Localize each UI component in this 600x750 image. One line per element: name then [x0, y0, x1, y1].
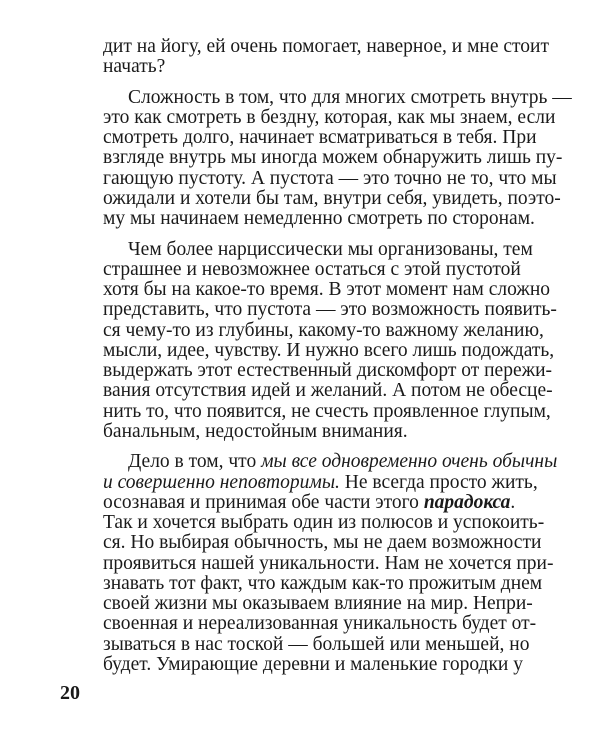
text-line: [103, 491, 516, 513]
text-span: Не всегда просто жить,: [339, 471, 538, 493]
text-line: гающую пустоту. А пустота — это точно не то, что мы: [103, 167, 557, 189]
text-line: зываться в нас тоской — большей или меньшей, но: [103, 633, 530, 655]
text-line: смотреть долго, начинает всматриваться в тебя. При: [103, 127, 537, 149]
text-line: Так и хочется выбрать один из полюсов и успокоить-: [103, 512, 545, 534]
text-line: выдержать этот естественный дискомфорт от пережи-: [103, 360, 553, 382]
text-line: это как смотреть в бездну, которая, как мы знаем, если: [103, 106, 556, 128]
text-line: му мы начинаем немедленно смотреть по сторонам.: [103, 208, 535, 230]
text-line: начать?: [103, 56, 166, 78]
text-line: [103, 471, 538, 493]
bold-italic-text: парадокса: [423, 491, 511, 513]
text-line: знавать тот факт, что каждым как-то прожитым днем: [103, 572, 543, 594]
text-line: [128, 451, 558, 473]
text-line: мысли, идее, чувству. И нужно всего лишь подождать,: [103, 339, 555, 361]
text-line: своей жизни мы оказываем влияние на мир. Непри-: [103, 593, 533, 615]
text-line: банальным, недостойным внимания.: [103, 421, 408, 442]
text-line: проявиться нашей уникальности. Нам не хочется при-: [103, 552, 554, 574]
text-line: Сложность в том, что для многих смотреть внутрь —: [128, 86, 572, 108]
page-number: 20: [60, 682, 80, 704]
text-line: Чем более нарциссически мы организованы, тем: [128, 238, 533, 260]
text-span: осознавая и принимая обе части этого: [103, 491, 424, 513]
text-line: дит на йогу, ей очень помогает, наверное, и мне стоит: [103, 36, 550, 57]
text-line: хотя бы на какое-то время. В этот момент нам сложно: [103, 279, 551, 300]
text-line: страшнее и невозможнее остаться с этой пустотой: [103, 258, 521, 280]
text-line: ся чему-то из глубины, какому-то важному желанию,: [103, 319, 544, 341]
text-line: своенная и нереализованная уникальность будет от-: [103, 613, 537, 635]
text-line: ся. Но выбирая обычность, мы не даем возможности: [103, 532, 542, 554]
text-span: .: [510, 491, 516, 513]
text-span: Дело в том, что: [128, 451, 262, 473]
text-line: представить, что пустота — это возможность появить-: [103, 299, 557, 321]
italic-text: и совершенно неповторимы.: [103, 471, 340, 493]
text-line: нить то, что появится, не счесть проявленное глупым,: [103, 400, 551, 422]
italic-text: мы все одновременно очень обычны: [261, 451, 558, 473]
text-line: будет. Умирающие деревни и маленькие городки у: [103, 654, 523, 675]
text-line: вания отсутствия идей и желаний. А потом не обесце-: [103, 380, 553, 402]
text-line: взгляде внутрь мы иногда можем обнаружить лишь пу-: [103, 147, 563, 169]
text-line: ожидали и хотели бы там, внутри себя, увидеть, поэто-: [103, 187, 561, 209]
